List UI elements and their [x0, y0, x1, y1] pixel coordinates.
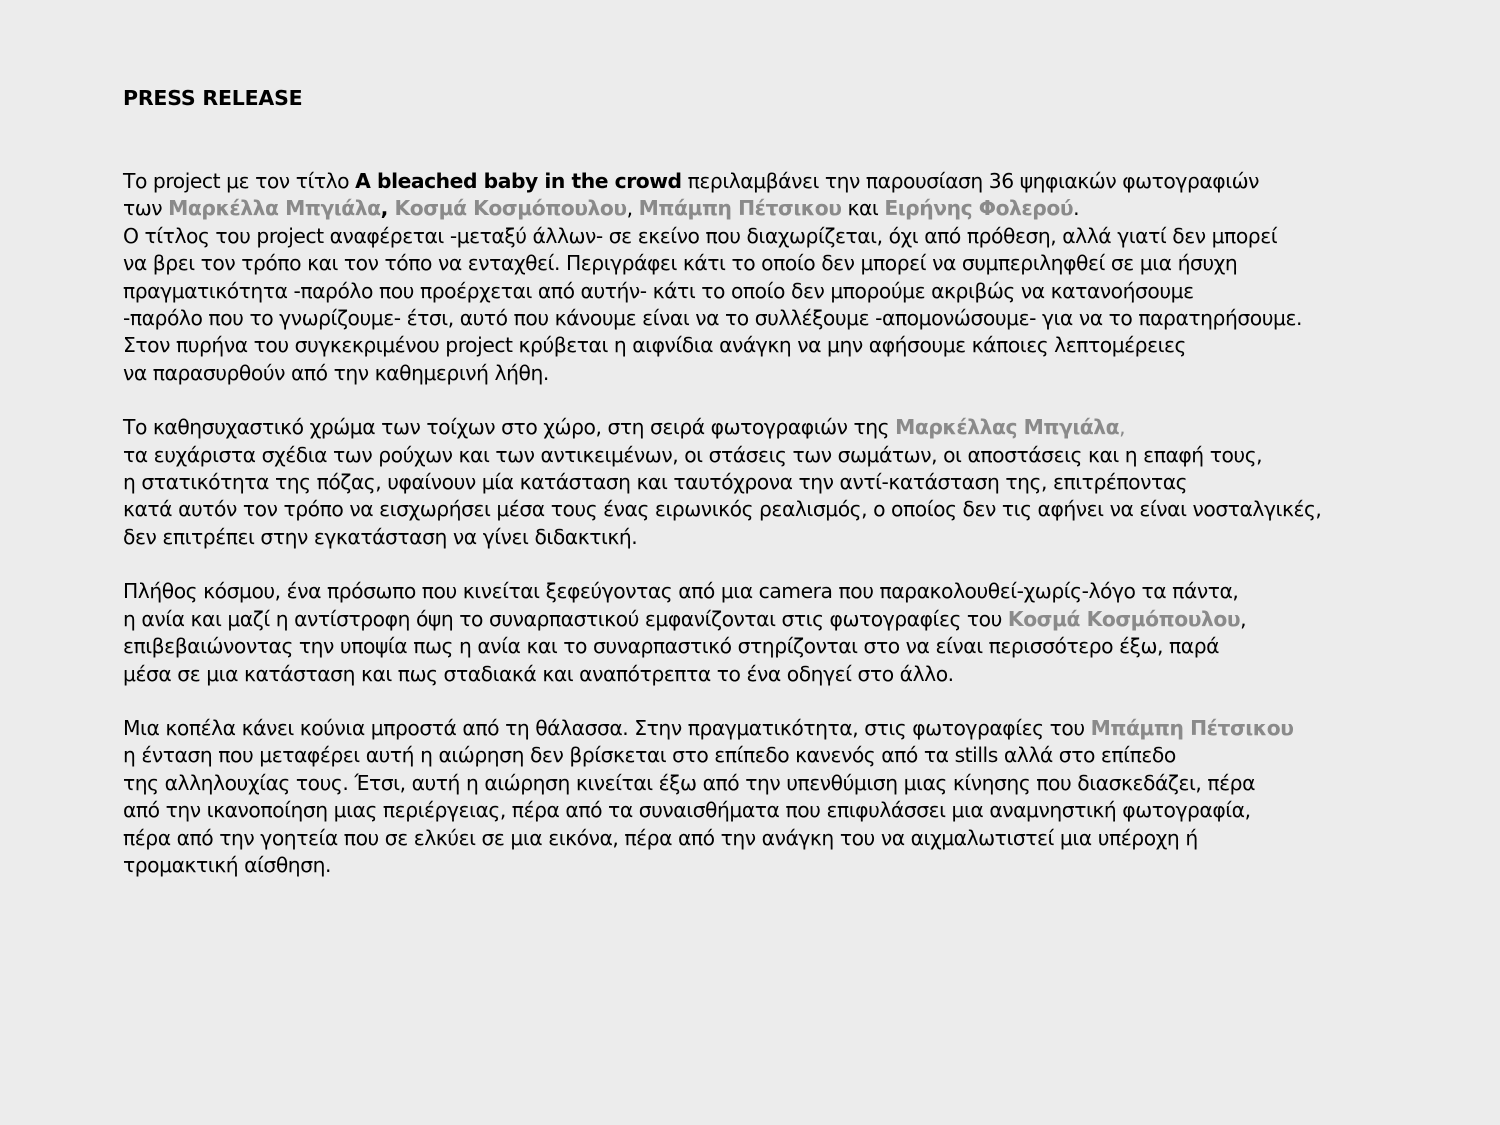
text-line — [123, 606, 1443, 633]
text-segment: να παρασυρθούν από την καθημερινή λήθη. — [123, 360, 549, 385]
text-line — [123, 360, 1443, 387]
text-segment: επιβεβαιώνοντας την υποψία πως η ανία και το συναρπαστικό στηρίζονται στο να είναι περισσότερο έξω, παρά — [123, 634, 1220, 659]
text-segment: να βρει τον τρόπο και τον τόπο να ενταχθεί. Περιγράφει κάτι το οποίο δεν μπορεί να συμπεριληφθεί σε μια ήσυχη — [123, 251, 1238, 276]
paragraph — [123, 715, 1443, 879]
text-segment: Το project με τον τίτλο — [123, 169, 356, 193]
text-segment: Ο τίτλος του project αναφέρεται -μεταξύ άλλων- σε εκείνο που διαχωρίζεται, όχι από πρόθεση, αλλά γιατί δεν μπορεί — [123, 223, 1278, 248]
press-release-page — [123, 84, 1443, 877]
text-segment: , — [626, 196, 639, 221]
press-release-body — [123, 168, 1443, 906]
artist-name: Κοσμά Κοσμόπουλου — [394, 196, 627, 221]
text-segment: η ανία και μαζί η αντίστροφη όψη το συναρπαστικού εμφανίζονται στις φωτογραφίες του — [123, 606, 1008, 631]
artist-name: Μαρκέλλα Μπγιάλα — [168, 196, 381, 221]
text-segment: πραγματικότητα -παρόλο που προέρχεται από αυτήν- κάτι το οποίο δεν μπορούμε ακριβώς να κατανοήσουμε — [123, 278, 1194, 303]
text-segment: Στον πυρήνα του συγκεκριμένου project κρύβεται η αιφνίδια ανάγκη να μην αφήσουμε κάποιες λεπτομέρειες — [123, 333, 1186, 358]
text-line — [123, 414, 1443, 441]
text-segment: των — [123, 196, 169, 221]
artist-name: Ειρήνης Φολερού — [884, 196, 1074, 221]
paragraph — [123, 168, 1443, 387]
text-segment: περιλαμβάνει την παρουσίαση 36 ψηφιακών φωτογραφιών — [681, 169, 1260, 193]
text-segment: κατά αυτόν τον τρόπο να εισχωρήσει μέσα τους ένας ειρωνικός ρεαλισμός, ο οποίος δεν τις αφήνει να είναι νοσταλγικές, — [123, 497, 1322, 522]
text-segment: πέρα από την γοητεία που σε ελκύει σε μια εικόνα, πέρα από την ανάγκη του να αιχμαλωτιστεί μια υπέροχη ή — [123, 825, 1198, 850]
text-line — [123, 469, 1443, 496]
text-line — [123, 770, 1443, 797]
text-line — [123, 278, 1443, 305]
text-segment: και — [841, 196, 885, 221]
text-segment: τα ευχάριστα σχέδια των ρούχων και των αντικειμένων, οι στάσεις των σωμάτων, οι αποστάσεις και η επαφή τους, — [123, 442, 1263, 467]
text-segment: Το καθησυχαστικό χρώμα των τοίχων στο χώρο, στη σειρά φωτογραφιών της — [123, 415, 896, 440]
text-line — [123, 168, 1443, 195]
text-segment: , — [1119, 415, 1126, 440]
text-line — [123, 633, 1443, 660]
text-line — [123, 332, 1443, 359]
text-line — [123, 715, 1443, 742]
text-line — [123, 524, 1443, 551]
text-segment: δεν επιτρέπει στην εγκατάσταση να γίνει διδακτική. — [123, 524, 638, 549]
text-line — [123, 661, 1443, 688]
bold-text: , — [380, 196, 395, 221]
text-segment: -παρόλο που το γνωρίζουμε- έτσι, αυτό που κάνουμε είναι να το συλλέξουμε -απομονώσουμε- για να το παρατηρήσουμε. — [123, 306, 1302, 331]
paragraph — [123, 578, 1443, 688]
text-segment: Πλήθος κόσμου, ένα πρόσωπο που κινείται ξεφεύγοντας από μια camera που παρακολουθεί-χωρίς-λόγο τα πάντα, — [123, 579, 1239, 604]
artist-name: Μπάμπη Πέτσικου — [1090, 715, 1294, 740]
text-line — [123, 496, 1443, 523]
text-line — [123, 852, 1443, 879]
text-segment: της αλληλουχίας τους. Έτσι, αυτή η αιώρηση κινείται έξω από την υπενθύμιση μιας κίνησης που διασκεδάζει, πέρα — [123, 770, 1255, 795]
text-line — [123, 305, 1443, 332]
page-title: PRESS RELEASE — [123, 86, 303, 110]
text-segment: η ένταση που μεταφέρει αυτή η αιώρηση δεν βρίσκεται στο επίπεδο κανενός από τα stills αλλά στο επίπεδο — [123, 743, 1176, 768]
text-segment: μέσα σε μια κατάσταση και πως σταδιακά και αναπότρεπτα το ένα οδηγεί στο άλλο. — [123, 661, 954, 686]
paragraph — [123, 414, 1443, 551]
text-segment: τρομακτική αίσθηση. — [123, 852, 331, 877]
bold-text: A bleached baby in the crowd — [355, 169, 682, 193]
artist-name: Μπάμπη Πέτσικου — [638, 196, 842, 221]
text-line — [123, 797, 1443, 824]
text-line — [123, 825, 1443, 852]
text-segment: Μια κοπέλα κάνει κούνια μπροστά από τη θάλασσα. Στην πραγματικότητα, στις φωτογραφίες του — [123, 715, 1091, 740]
text-line — [123, 578, 1443, 605]
text-segment: η στατικότητα της πόζας, υφαίνουν μία κατάσταση και ταυτόχρονα την αντί-κατάσταση της, επιτρέποντας — [123, 470, 1188, 495]
artist-name: Μαρκέλλας Μπγιάλα — [895, 415, 1120, 440]
text-line — [123, 250, 1443, 277]
text-segment: . — [1073, 196, 1080, 221]
artist-name: Κοσμά Κοσμόπουλου — [1007, 606, 1241, 631]
text-line — [123, 742, 1443, 769]
text-segment: , — [1240, 606, 1247, 631]
text-line — [123, 442, 1443, 469]
text-segment: από την ικανοποίηση μιας περιέργειας, πέρα από τα συναισθήματα που επιφυλάσσει μια αναμνηστική φωτογραφία, — [123, 798, 1251, 823]
text-line — [123, 223, 1443, 250]
text-line — [123, 195, 1443, 222]
